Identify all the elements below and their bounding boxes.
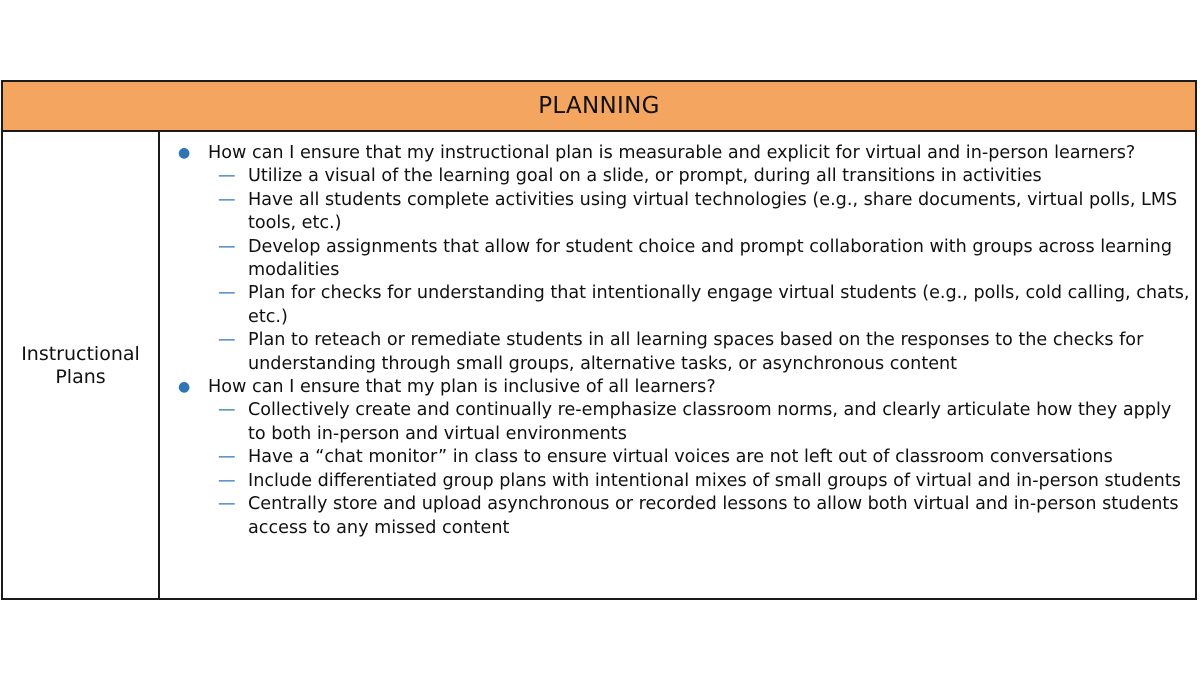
sub-list-1 xyxy=(160,165,1191,376)
list-item-text: Develop assignments that allow for student choice and prompt collaboration with groups across learning modalities xyxy=(248,236,1172,281)
planning-table xyxy=(1,80,1197,600)
bullet-icon: ● xyxy=(178,379,191,396)
list-item xyxy=(160,399,1191,446)
dash-icon: — xyxy=(218,470,236,491)
list-item xyxy=(160,165,1191,188)
row-label xyxy=(3,132,160,598)
question-text: How can I ensure that my instructional plan is measurable and explicit for virtual and in-person learners? xyxy=(208,143,1136,163)
list-item-text: Have a “chat monitor” in class to ensure virtual voices are not left out of classroom conversations xyxy=(248,447,1113,468)
dash-icon: — xyxy=(218,166,236,187)
list-item-text: Utilize a visual of the learning goal on a slide, or prompt, during all transitions in activities xyxy=(248,166,1042,187)
dash-icon: — xyxy=(218,330,236,351)
row-label-line2: Plans xyxy=(55,366,106,388)
dash-icon: — xyxy=(218,494,236,515)
header-title: PLANNING xyxy=(538,93,660,119)
list-item-text: Collectively create and continually re-emphasize classroom norms, and clearly articulate how they apply to both in-person and virtual environments xyxy=(248,400,1172,444)
list-item-text: Plan for checks for understanding that intentionally engage virtual students (e.g., polls, cold calling, chats, etc.) xyxy=(248,283,1190,327)
dash-icon: — xyxy=(218,189,236,210)
question-2 xyxy=(160,376,1191,399)
list-item xyxy=(160,329,1191,376)
dash-icon: — xyxy=(218,283,236,304)
list-item-text: Include differentiated group plans with intentional mixes of small groups of virtual and in-person students xyxy=(248,470,1181,491)
list-item xyxy=(160,446,1191,469)
list-item xyxy=(160,236,1191,283)
table-row xyxy=(3,132,1195,598)
dash-icon: — xyxy=(218,236,236,257)
question-text: How can I ensure that my plan is inclusive of all learners? xyxy=(208,377,716,398)
list-item-text: Centrally store and upload asynchronous or recorded lessons to allow both virtual and in-person students access to any missed content xyxy=(248,494,1179,538)
sub-list-2 xyxy=(160,399,1191,539)
table-header xyxy=(3,82,1195,132)
row-label-line1: Instructional xyxy=(21,343,140,365)
content-cell xyxy=(160,132,1195,598)
list-item xyxy=(160,282,1191,329)
dash-icon: — xyxy=(218,400,236,421)
list-item-text: Have all students complete activities using virtual technologies (e.g., share documents, virtual polls, LMS tools, etc.) xyxy=(248,189,1178,234)
list-item xyxy=(160,189,1191,236)
dash-icon: — xyxy=(218,447,236,468)
list-item-text: Plan to reteach or remediate students in all learning spaces based on the responses to the checks for understanding through small groups, alternative tasks, or asynchronous content xyxy=(248,330,1144,374)
question-1 xyxy=(160,142,1191,165)
list-item xyxy=(160,470,1191,493)
bullet-icon: ● xyxy=(178,145,191,161)
list-item xyxy=(160,493,1191,540)
